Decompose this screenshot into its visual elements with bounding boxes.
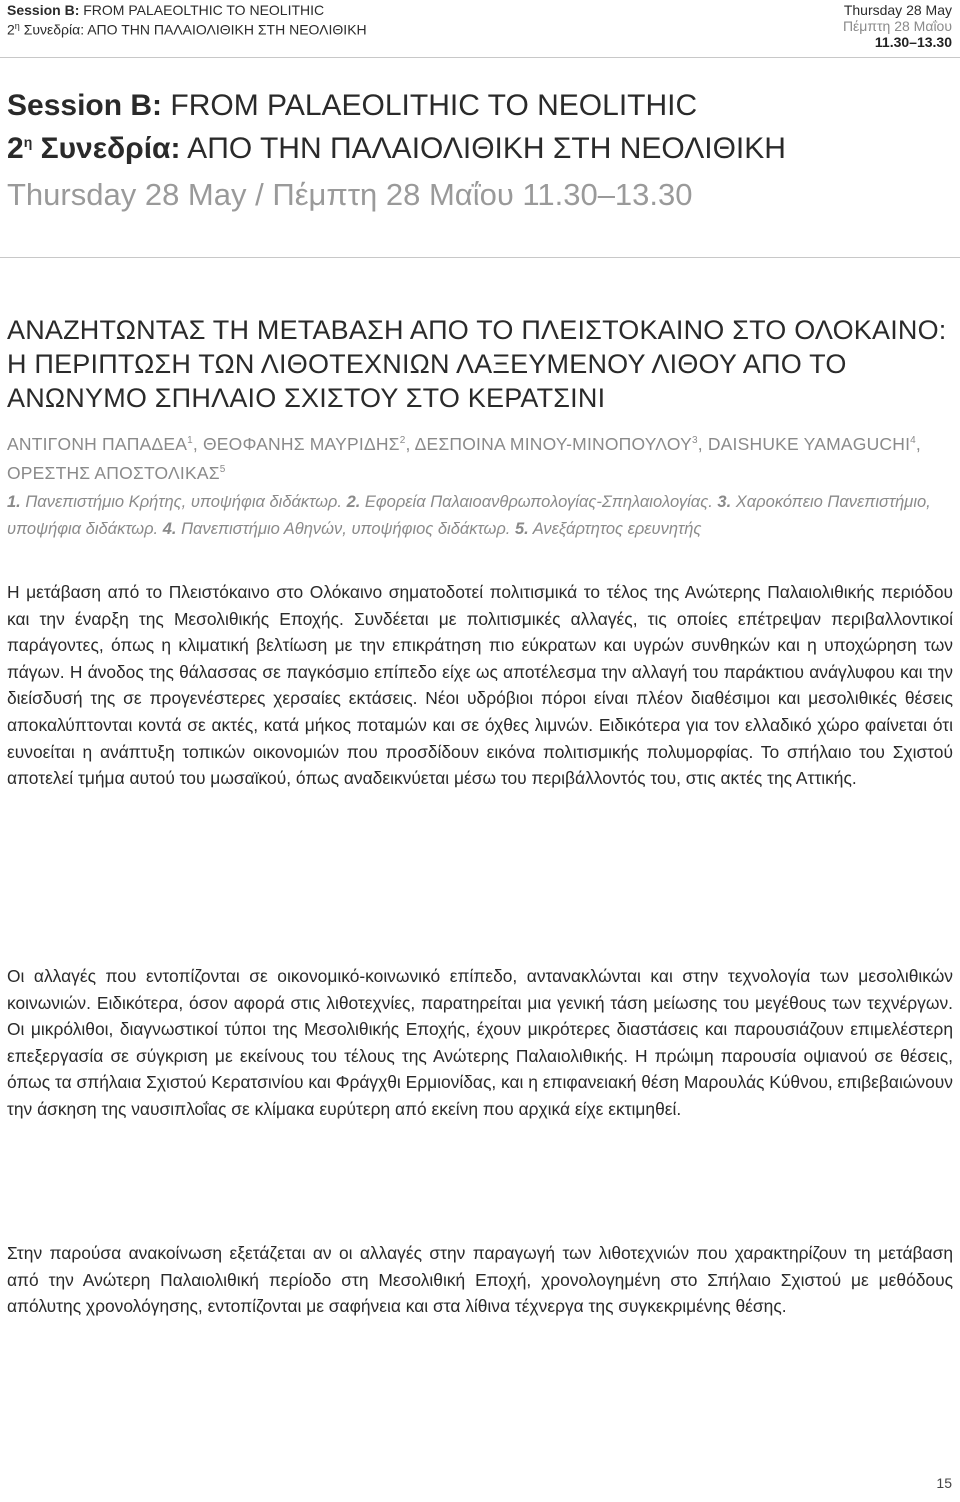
author: ΔΕΣΠΟΙΝΑ ΜΙΝΟΥ-ΜΙΝΟΠΟΥΛΟΥ$^3$,: [414, 433, 708, 454]
abstract-paragraph: Στην παρούσα ανακοίνωση εξετάζεται αν οι αλλαγές στην παραγωγή των λιθοτεχνιών που χαρακτηρίζουν τη μετάβαση από την Ανώτερη Παλαιολιθική περίοδο στη Μεσολιθική Εποχή, χρονολογημένη στο Σπήλαιο Σχιστού με μεθόδους απόλυτης χρονολόγησης, εντοπίζονται με σαφήνεια και στα λίθινα τέχνεργα της συγκεκριμένης θέσης.: [7, 1243, 953, 1317]
affiliation-item: 3. Χαροκόπειο Πανεπιστήμιο, υποψήφια διδάκτωρ.: [7, 493, 931, 538]
author: ΟΡΕΣΤΗΣ ΑΠΟΣΤΟΛΙΚΑΣ$^5$: [7, 462, 226, 483]
affiliation-item: 2. Εφορεία Παλαιοανθρωπολογίας-Σπηλαιολογίας.: [346, 493, 718, 511]
affiliation-item: 5. Ανεξάρτητος ερευνητής: [514, 519, 702, 538]
running-header-right: [843, 2, 952, 50]
session-heading-en: Session B: FROM PALAEOLITHIC TO NEOLITHIC: [7, 89, 698, 122]
affiliation-item: 4. Πανεπιστήμιο Αθηνών, υποψήφιος διδάκτωρ.: [162, 519, 515, 538]
affiliations: [7, 489, 957, 542]
running-header-date-gr: Πέμπτη 28 Μαΐου: [842, 18, 952, 34]
running-header-session-en: Session B: FROM PALAEOLTHIC TO NEOLITHIC: [7, 2, 325, 18]
running-header-session-gr: $2^\eta$ Συνεδρία: ΑΠΟ ΤΗΝ ΠΑΛΑΙΟΛΙΘΙΚΗ ΣΤΗ ΝΕΟΛΙΘΙΚΗ: [7, 21, 367, 38]
affiliation-item: 1. Πανεπιστήμιο Κρήτης, υποψήφια διδάκτωρ.: [7, 493, 347, 511]
session-heading: [7, 88, 786, 167]
session-heading-gr: $2^\eta$ Συνεδρία: ΑΠΟ ΤΗΝ ΠΑΛΑΙΟΛΙΘΙΚΗ ΣΤΗ ΝΕΟΛΙΘΙΚΗ: [7, 132, 786, 165]
author-list: [7, 428, 957, 486]
running-header-left: [7, 2, 367, 38]
header-divider: [0, 57, 960, 58]
paper-title: ΑΝΑΖΗΤΩΝΤΑΣ ΤΗ ΜΕΤΑΒΑΣΗ ΑΠΟ ΤΟ ΠΛΕΙΣΤΟΚΑΙΝΟ ΣΤΟ ΟΛΟΚΑΙΝΟ: Η ΠΕΡΙΠΤΩΣΗ ΤΩΝ ΛΙΘΟΤΕΧΝΙΩΝ ΛΑΞΕΥΜΕΝΟΥ ΛΙΘΟΥ ΑΠΟ ΤΟ ΑΝΩΝΥΜΟ ΣΠΗΛΑΙΟ ΣΧΙΣΤΟΥ ΣΤΟ ΚΕΡΑΤΣΙΝΙ: [7, 315, 947, 413]
session-divider: [0, 257, 960, 258]
page-number: 15: [936, 1475, 952, 1491]
session-date: Thursday 28 May / Πέμπτη 28 Μαΐου 11.30–13.30: [7, 177, 693, 212]
running-header-date-en: Thursday 28 May: [843, 2, 952, 18]
author: DAISHUKE YAMAGUCHI$^4$,: [707, 433, 921, 454]
abstract-paragraph: Οι αλλαγές που εντοπίζονται σε οικονομικό-κοινωνικό επίπεδο, αντανακλώνται και στην τεχνολογία των μεσολιθικών κοινωνιών. Ειδικότερα, όσον αφορά στις λιθοτεχνίες, παρατηρείται μια γενική τάση μείωσης του μεγέθους των τεχνέργων. Οι μικρόλιθοι, διαγνωστικοί τύποι της Μεσολιθικής Εποχής, έχουν μικρότερες διαστάσεις και παρουσιάζουν επιμελέστερη επεξεργασία σε σύγκριση με εκείνους του τέλους της Ανώτερης Παλαιολιθικής. Η πρώιμη παρουσία οψιανού σε θέσεις, όπως τα σπήλαια Σχιστού Κερατσινίου και Φράγχθι Ερμιονίδας, και η επιφανειακή θέση Μαρουλάς Κύθνου, επιβεβαιώνουν την άσκηση της ναυσιπλοΐας σε κλίμακα ευρύτερη από εκείνη που αρχικά είχε εκτιμηθεί.: [7, 966, 953, 1119]
abstract-paragraph: Η μετάβαση από το Πλειστόκαινο στο Ολόκαινο σηματοδοτεί πολιτισμικά το τέλος της Ανώτερης Παλαιολιθικής περιόδου και την έναρξη της Μεσολιθικής Εποχής. Συνδέεται με πολιτισμικές αλλαγές, τις οποίες επέτρεψαν περιβαλλοντικοί παράγοντες, όπως η κλιματική βελτίωση με την επικράτηση πιο εύκρατων και υγρών συνθηκών και η υποχώρηση των πάγων. Η άνοδος της θάλασσας σε παγκόσμιο επίπεδο είχε ως αποτέλεσμα την αλλαγή του παράκτιου ανάγλυφου και την διείσδυσή της σε προγενέστερες χερσαίες εκτάσεις. Νέοι υδρόβιοι πόροι είναι πλέον διαθέσιμοι και μεσολιθικές θέσεις αποκαλύπτονται κοντά σε ακτές, κατά μήκος ποταμών και σε όχθες λιμνών. Ειδικότερα για τον ελλαδικό χώρο φαίνεται ότι ευνοείται η ανάπτυξη τοπικών οικονομιών που προσδίδουν εικόνα πολιτισμικής πολυμορφίας. Το σπήλαιο του Σχιστού αποτελεί τμήμα αυτού του μωσαϊκού, όπως αναδεικνύεται μέσω του περιβάλλοντός του, στις ακτές της Αττικής.: [7, 582, 953, 789]
running-header-time: 11.30–13.30: [874, 34, 952, 50]
author: ΑΝΤΙΓΟΝΗ ΠΑΠΑΔΕΑ$^1$,: [7, 433, 203, 454]
author: ΘΕΟΦΑΝΗΣ ΜΑΥΡΙΔΗΣ$^2$,: [203, 433, 415, 454]
